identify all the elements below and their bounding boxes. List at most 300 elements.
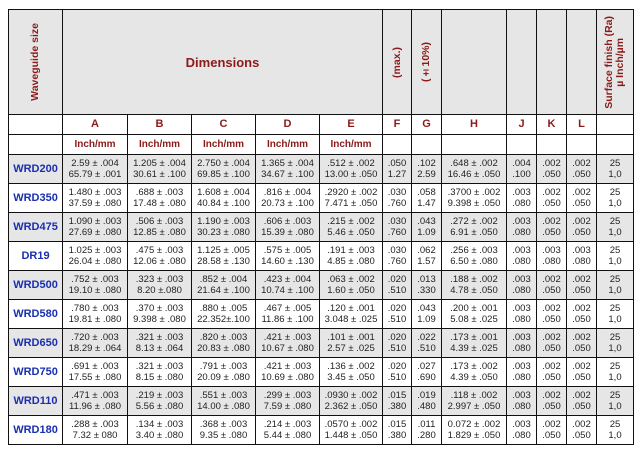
imperial-value: .423 ± .004 [263,274,312,285]
table-cell [256,155,320,184]
imperial-value: .002 [572,216,591,227]
unit-label: Inch/mm [320,135,383,155]
imperial-value: 2.750 ± .004 [197,158,250,169]
table-cell [128,242,192,271]
metric-value: 4.78 ± .050 [450,285,498,296]
imperial-value: .020 [387,303,407,314]
imperial-value: 25 [609,303,621,314]
metric-value: .050 [542,285,561,296]
imperial-value: .002 [572,274,591,285]
table-row [9,242,634,271]
imperial-value: .272 ± .002 [450,216,498,227]
imperial-value: .648 ± .002 [450,158,498,169]
imperial-value: 25 [609,245,621,256]
imperial-value: .027 [417,361,436,372]
imperial-value: .063 ± .002 [327,274,375,285]
metric-value: 1.448 ± .050 [324,430,378,441]
imperial-value: .002 [542,158,561,169]
table-cell [128,329,192,358]
imperial-value: .003 [512,419,531,430]
metric-value: .080 [512,314,531,325]
imperial-value: 25 [609,274,621,285]
metric-value: 1.829 ± .050 [447,430,501,441]
table-row [9,358,634,387]
table-cell [256,300,320,329]
metric-value: 4.39 ± .050 [450,372,498,383]
imperial-value: .002 [542,390,561,401]
unit-label: Inch/mm [192,135,256,155]
imperial-value: .551 ± .003 [199,390,248,401]
metric-value: 10.69 ± .080 [261,372,314,383]
table-cell [383,329,412,358]
imperial-value: .003 [512,390,531,401]
metric-value: 11.86 ± .100 [261,314,314,325]
imperial-value: 25 [609,361,621,372]
table-cell [63,358,128,387]
table-cell [507,387,537,416]
metric-value: 19.10 ± .080 [68,285,122,296]
metric-value: .760 [387,256,407,267]
table-cell [256,184,320,213]
table-cell [63,271,128,300]
table-cell [507,300,537,329]
metric-value: 3.048 ± .025 [324,314,378,325]
imperial-value: .200 ± .001 [450,303,498,314]
table-cell [507,155,537,184]
table-cell [128,271,192,300]
imperial-value: .002 [542,216,561,227]
imperial-value: .173 ± .002 [450,361,498,372]
metric-value: .510 [417,343,436,354]
imperial-value: .299 ± .003 [263,390,312,401]
waveguide-name: WRD350 [9,184,63,213]
metric-value: 9.398 ± .080 [133,314,186,325]
metric-value: 20.09 ± .080 [197,372,250,383]
imperial-value: 2.59 ± .004 [71,158,119,169]
metric-value: 1,0 [608,343,622,354]
table-cell [128,300,192,329]
table-cell [320,213,383,242]
table-cell [597,242,634,271]
imperial-value: .691 ± .003 [71,361,119,372]
metric-value: .050 [572,372,591,383]
metric-value: 17.48 ± .080 [133,198,186,209]
metric-value: .510 [387,343,407,354]
metric-value: .510 [387,314,407,325]
table-cell [320,329,383,358]
imperial-value: .101 ± .001 [327,332,375,343]
metric-value: 2.59 [417,169,436,180]
table-cell [442,416,507,445]
table-cell [567,184,597,213]
table-cell [192,242,256,271]
dimensions-header: Dimensions [63,10,383,115]
waveguide-name: WRD180 [9,416,63,445]
metric-value: 1,0 [608,169,622,180]
metric-value: 69.85 ± .100 [197,169,250,180]
table-cell [383,416,412,445]
imperial-value: .043 [417,303,436,314]
table-cell [537,155,567,184]
imperial-value: .030 [387,216,407,227]
metric-value: .050 [572,169,591,180]
table-cell [597,416,634,445]
imperial-value: .002 [542,361,561,372]
imperial-value: .219 ± .003 [135,390,184,401]
table-cell [63,300,128,329]
table-cell [320,155,383,184]
imperial-value: 1.365 ± .004 [261,158,314,169]
imperial-value: .058 [417,187,436,198]
column-letter-J: J [507,115,537,135]
table-cell [442,387,507,416]
imperial-value: .050 [387,158,407,169]
table-cell [320,300,383,329]
metric-value: 8.20 ±.080 [137,285,182,296]
unit-label [442,135,507,155]
imperial-value: .003 [572,245,591,256]
metric-value: .050 [542,372,561,383]
table-cell [442,184,507,213]
metric-value: 1,0 [608,285,622,296]
table-cell [597,387,634,416]
imperial-value: .0570 ± .002 [324,419,378,430]
imperial-value: .022 [417,332,436,343]
metric-value: 27.69 ± .080 [68,227,122,238]
table-cell [63,329,128,358]
table-cell [128,184,192,213]
imperial-value: 1.190 ± .003 [197,216,250,227]
metric-value: 1,0 [608,430,622,441]
table-cell [567,300,597,329]
imperial-value: 1.205 ± .004 [133,158,186,169]
table-cell [537,358,567,387]
imperial-value: .188 ± .002 [450,274,498,285]
table-cell [383,387,412,416]
imperial-value: .215 ± .002 [327,216,375,227]
imperial-value: .880 ± .005 [199,303,248,314]
imperial-value: .102 [417,158,436,169]
metric-value: .080 [572,256,591,267]
imperial-value: .002 [572,419,591,430]
metric-value: .080 [512,401,531,412]
metric-value: .510 [387,285,407,296]
column-letter-G: G [412,115,442,135]
table-cell [256,213,320,242]
metric-value: 20.83 ± .080 [197,343,250,354]
table-cell [507,416,537,445]
table-cell [507,358,537,387]
table-cell [383,242,412,271]
waveguide-dimensions-table [8,9,634,445]
metric-value: .480 [417,401,436,412]
imperial-value: 25 [609,158,621,169]
table-row [9,213,634,242]
table-cell [412,329,442,358]
imperial-value: .003 [512,274,531,285]
table-cell [537,242,567,271]
table-cell [383,184,412,213]
imperial-value: .015 [387,419,407,430]
unit-label [567,135,597,155]
metric-value: 9.35 ± .080 [199,430,248,441]
metric-value: 15.39 ± .080 [261,227,314,238]
table-cell [412,300,442,329]
metric-value: .050 [542,430,561,441]
table-cell [63,213,128,242]
waveguide-size-header: Waveguide size [9,10,63,115]
table-cell [128,387,192,416]
column-letter-D: D [256,115,320,135]
column-letter-F: F [383,115,412,135]
imperial-value: 25 [609,390,621,401]
metric-value: .050 [542,343,561,354]
table-cell [63,416,128,445]
table-cell [412,213,442,242]
imperial-value: .191 ± .003 [327,245,375,256]
metric-value: 1,0 [608,227,622,238]
unit-label [383,135,412,155]
imperial-value: .288 ± .003 [71,419,119,430]
imperial-value: .002 [572,187,591,198]
table-row [9,387,634,416]
metric-value: 4.39 ± .025 [450,343,498,354]
table-cell [442,242,507,271]
metric-value: .050 [542,401,561,412]
unit-label [537,135,567,155]
table-cell [192,184,256,213]
table-cell [537,329,567,358]
metric-value: 4.85 ± .080 [327,256,375,267]
table-cell [442,300,507,329]
metric-value: 14.60 ± .130 [261,256,314,267]
imperial-value: .752 ± .003 [71,274,119,285]
table-cell [128,358,192,387]
metric-value: .080 [542,256,561,267]
imperial-value: .003 [542,245,561,256]
imperial-value: .002 [572,303,591,314]
unit-label: Inch/mm [128,135,192,155]
table-cell [567,213,597,242]
imperial-value: .780 ± .003 [71,303,119,314]
metric-value: 20.73 ± .100 [261,198,314,209]
table-cell [597,329,634,358]
metric-value: 9.398 ± .050 [447,198,501,209]
imperial-value: .421 ± .003 [263,332,312,343]
table-cell [537,416,567,445]
metric-value: .080 [512,430,531,441]
table-cell [567,155,597,184]
table-cell [412,358,442,387]
table-cell [320,416,383,445]
table-cell [256,387,320,416]
imperial-value: .030 [387,187,407,198]
unit-label [507,135,537,155]
metric-value: 8.13 ± .064 [135,343,184,354]
imperial-value: .0930 ± .002 [324,390,378,401]
imperial-value: .720 ± .003 [71,332,119,343]
metric-value: 13.00 ± .050 [324,169,378,180]
table-cell [412,387,442,416]
table-cell [412,155,442,184]
table-cell [256,358,320,387]
imperial-value: .471 ± .003 [71,390,119,401]
surface-finish-header: Surface finish (Ra) µ Inch/µm [597,10,634,115]
table-cell [256,242,320,271]
table-cell [567,329,597,358]
table-cell [383,271,412,300]
metric-value: 3.45 ± .050 [327,372,375,383]
waveguide-name: DR19 [9,242,63,271]
table-cell [128,213,192,242]
imperial-value: 25 [609,187,621,198]
metric-value: 5.56 ± .080 [135,401,184,412]
imperial-value: .3700 ± .002 [447,187,501,198]
table-cell [507,213,537,242]
imperial-value: 25 [609,216,621,227]
waveguide-name: WRD475 [9,213,63,242]
metric-value: .080 [512,372,531,383]
imperial-value: .002 [542,332,561,343]
table-cell [597,300,634,329]
metric-value: .050 [572,227,591,238]
imperial-value: .321 ± .003 [135,332,184,343]
metric-value: 17.55 ± .080 [68,372,122,383]
metric-value: 11.96 ± .080 [68,401,122,412]
table-cell [567,358,597,387]
imperial-value: .002 [572,361,591,372]
table-cell [383,300,412,329]
metric-value: 7.471 ± .050 [324,198,378,209]
column-letter-C: C [192,115,256,135]
imperial-value: .002 [542,419,561,430]
table-cell [192,387,256,416]
metric-value: 2.997 ± .050 [447,401,501,412]
imperial-value: .003 [512,332,531,343]
imperial-value: .002 [572,158,591,169]
imperial-value: .214 ± .003 [263,419,312,430]
imperial-value: .512 ± .002 [327,158,375,169]
metric-value: 1.09 [417,314,436,325]
metric-value: .080 [512,198,531,209]
imperial-value: 1.025 ± .003 [68,245,122,256]
table-cell [442,155,507,184]
imperial-value: 25 [609,332,621,343]
metric-value: 22.352±.100 [197,314,250,325]
imperial-value: 1.125 ± .005 [197,245,250,256]
table-cell [567,242,597,271]
imperial-value: .852 ± .004 [199,274,248,285]
table-cell [383,213,412,242]
column-letter-A: A [63,115,128,135]
imperial-value: .002 [542,274,561,285]
metric-value: .050 [542,314,561,325]
metric-value: 28.58 ± .130 [197,256,250,267]
metric-value: .280 [417,430,436,441]
imperial-value: .575 ± .005 [263,245,312,256]
table-cell [537,184,567,213]
table-cell [597,271,634,300]
table-cell [412,416,442,445]
table-cell [63,155,128,184]
metric-value: .050 [542,227,561,238]
table-cell [320,242,383,271]
imperial-value: .003 [512,245,531,256]
table-row [9,155,634,184]
metric-value: .050 [572,314,591,325]
table-cell [320,271,383,300]
table-cell [597,213,634,242]
waveguide-name: WRD200 [9,155,63,184]
metric-value: .080 [512,227,531,238]
table-cell [383,155,412,184]
metric-value: 5.44 ± .080 [263,430,312,441]
imperial-value: .816 ± .004 [263,187,312,198]
table-cell [537,300,567,329]
metric-value: 37.59 ± .080 [68,198,122,209]
table-cell [192,155,256,184]
imperial-value: .003 [512,216,531,227]
imperial-value: .256 ± .003 [450,245,498,256]
metric-value: 26.04 ± .080 [68,256,122,267]
imperial-value: .136 ± .002 [327,361,375,372]
imperial-value: 1.608 ± .004 [197,187,250,198]
imperial-value: .002 [542,187,561,198]
metric-value: 30.23 ± .080 [197,227,250,238]
metric-value: 2.362 ± .050 [324,401,378,412]
table-row [9,300,634,329]
f-note-header: (max.) [383,10,412,115]
metric-value: 8.15 ± .080 [135,372,184,383]
metric-value: 12.06 ± .080 [133,256,186,267]
metric-value: .690 [417,372,436,383]
waveguide-name: WRD650 [9,329,63,358]
imperial-value: 25 [609,419,621,430]
metric-value: 18.29 ± .064 [68,343,122,354]
unit-label [412,135,442,155]
metric-value: 30.61 ± .100 [133,169,186,180]
table-cell [192,213,256,242]
metric-value: 1.57 [417,256,436,267]
metric-value: .050 [572,401,591,412]
waveguide-name: WRD110 [9,387,63,416]
imperial-value: .791 ± .003 [199,361,248,372]
table-row [9,329,634,358]
table-cell [128,416,192,445]
metric-value: 34.67 ± .100 [261,169,314,180]
table-cell [442,329,507,358]
table-cell [597,155,634,184]
imperial-value: .020 [387,274,407,285]
column-letter-K: K [537,115,567,135]
imperial-value: .820 ± .003 [199,332,248,343]
metric-value: 40.84 ± .100 [197,198,250,209]
metric-value: 1.27 [387,169,407,180]
table-cell [192,416,256,445]
waveguide-name: WRD580 [9,300,63,329]
metric-value: 1.60 ± .050 [327,285,375,296]
table-cell [63,387,128,416]
metric-value: 1,0 [608,314,622,325]
imperial-value: .368 ± .003 [199,419,248,430]
imperial-value: .002 [542,303,561,314]
metric-value: .080 [512,256,531,267]
imperial-value: .062 [417,245,436,256]
imperial-value: .002 [572,390,591,401]
imperial-value: .013 [417,274,436,285]
table-cell [128,155,192,184]
imperial-value: .120 ± .001 [327,303,375,314]
